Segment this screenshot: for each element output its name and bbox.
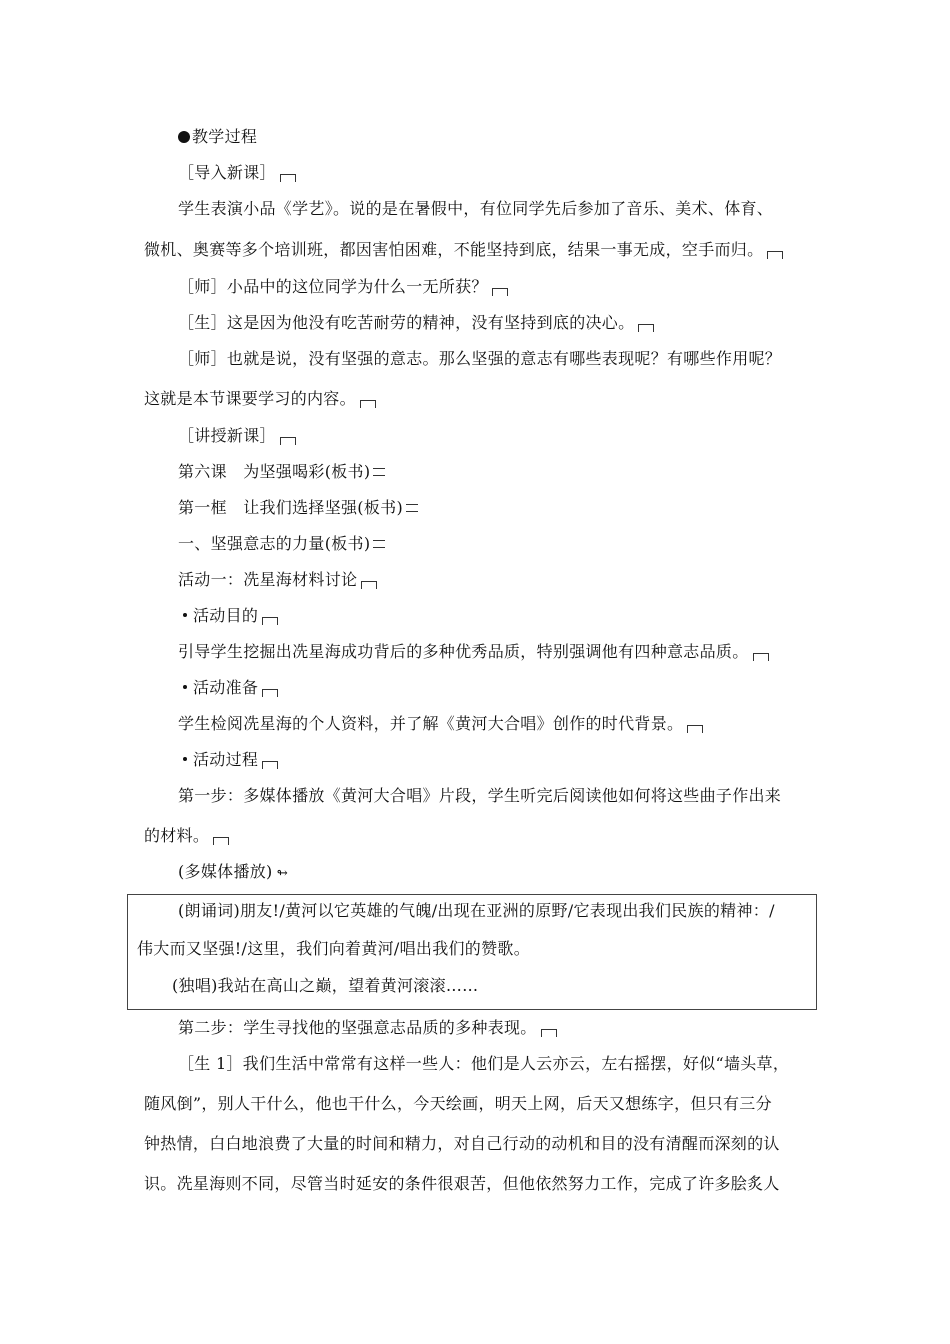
- student-answer-line: 随风倒”，别人干什么，他也干什么，今天绘画，明天上网，后天又想练字，但只有三分: [144, 1094, 772, 1113]
- step1-line: 的材料。: [144, 825, 229, 847]
- paragraph-mark-icon: [280, 174, 296, 182]
- prep-label: 活动准备: [183, 677, 278, 699]
- goal-label: 活动目的: [183, 605, 278, 627]
- teacher-line: ［师］也就是说，没有坚强的意志。那么坚强的意志有哪些表现呢？有哪些作用呢？: [178, 349, 782, 368]
- activity-title: 活动一：冼星海材料讨论: [178, 569, 377, 591]
- paragraph-mark-icon: [262, 761, 278, 769]
- lecture-header: ［讲授新课］: [178, 425, 296, 447]
- arrow-mark-icon: ↬: [276, 866, 288, 881]
- line-break-mark-icon: [373, 468, 385, 476]
- section-heading: 教学过程: [178, 126, 257, 148]
- bullet-dot-icon: [183, 613, 187, 617]
- paragraph-mark-icon: [213, 837, 229, 845]
- line-break-mark-icon: [373, 540, 385, 548]
- paragraph-mark-icon: [361, 581, 377, 589]
- section-title: 一、坚强意志的力量(板书): [178, 533, 385, 555]
- student-answer-line: 钟热情，白白地浪费了大量的时间和精力，对自己行动的动机和目的没有清醒而深刻的认: [144, 1134, 780, 1153]
- frame-title: 第一框 让我们选择坚强(板书): [178, 497, 418, 519]
- student-answer-line: ［生 1］我们生活中常常有这样一些人：他们是人云亦云，左右摇摆，好似“墙头草，: [178, 1054, 790, 1073]
- paragraph-mark-icon: [687, 725, 703, 733]
- paragraph-mark-icon: [280, 437, 296, 445]
- paragraph-line: 学生表演小品《学艺》。说的是在暑假中，有位同学先后参加了音乐、美术、体育、: [178, 199, 774, 218]
- paragraph-mark-icon: [262, 689, 278, 697]
- quote-line: 伟大而又坚强!/这里，我们向着黄河/唱出我们的赞歌。: [137, 939, 531, 958]
- bullet-dot-icon: [183, 757, 187, 761]
- paragraph-mark-icon: [492, 288, 508, 296]
- prep-text: 学生检阅冼星海的个人资料，并了解《黄河大合唱》创作的时代背景。: [178, 713, 703, 735]
- paragraph-line: 微机、奥赛等多个培训班，都因害怕困难，不能坚持到底，结果一事无成，空手而归。: [144, 239, 783, 261]
- paragraph-mark-icon: [360, 400, 376, 408]
- lesson-title: 第六课 为坚强喝彩(板书): [178, 461, 385, 483]
- goal-text: 引导学生挖掘出冼星海成功背后的多种优秀品质，特别强调他有四种意志品质。: [178, 641, 769, 663]
- process-label: 活动过程: [183, 749, 278, 771]
- paragraph-mark-icon: [541, 1029, 557, 1037]
- quote-line: (朗诵词)朋友!/黄河以它英雄的气魄/出现在亚洲的原野/它表现出我们民族的精神：/: [178, 901, 775, 920]
- paragraph-mark-icon: [262, 617, 278, 625]
- bullet-circle-icon: [178, 131, 190, 143]
- student-answer-line: 识。冼星海则不同，尽管当时延安的条件很艰苦，但他依然努力工作，完成了许多脍炙人: [144, 1174, 780, 1193]
- bullet-dot-icon: [183, 685, 187, 689]
- paragraph-mark-icon: [767, 251, 783, 259]
- quote-line: (独唱)我站在高山之巅，望着黄河滚滚……: [172, 976, 479, 995]
- line-break-mark-icon: [406, 504, 418, 512]
- paragraph-line: 这就是本节课要学习的内容。: [144, 388, 376, 410]
- step1-line: 第一步：多媒体播放《黄河大合唱》片段，学生听完后阅读他如何将这些曲子作出来: [178, 786, 782, 805]
- teacher-line: ［师］小品中的这位同学为什么一无所获？: [178, 276, 508, 298]
- paragraph-mark-icon: [638, 324, 654, 332]
- student-line: ［生］这是因为他没有吃苦耐劳的精神，没有坚持到底的决心。: [178, 312, 654, 334]
- intro-header: ［导入新课］: [178, 162, 296, 184]
- paragraph-mark-icon: [753, 653, 769, 661]
- multimedia-label: (多媒体播放) ↬: [178, 861, 288, 885]
- step2-line: 第二步：学生寻找他的坚强意志品质的多种表现。: [178, 1017, 557, 1039]
